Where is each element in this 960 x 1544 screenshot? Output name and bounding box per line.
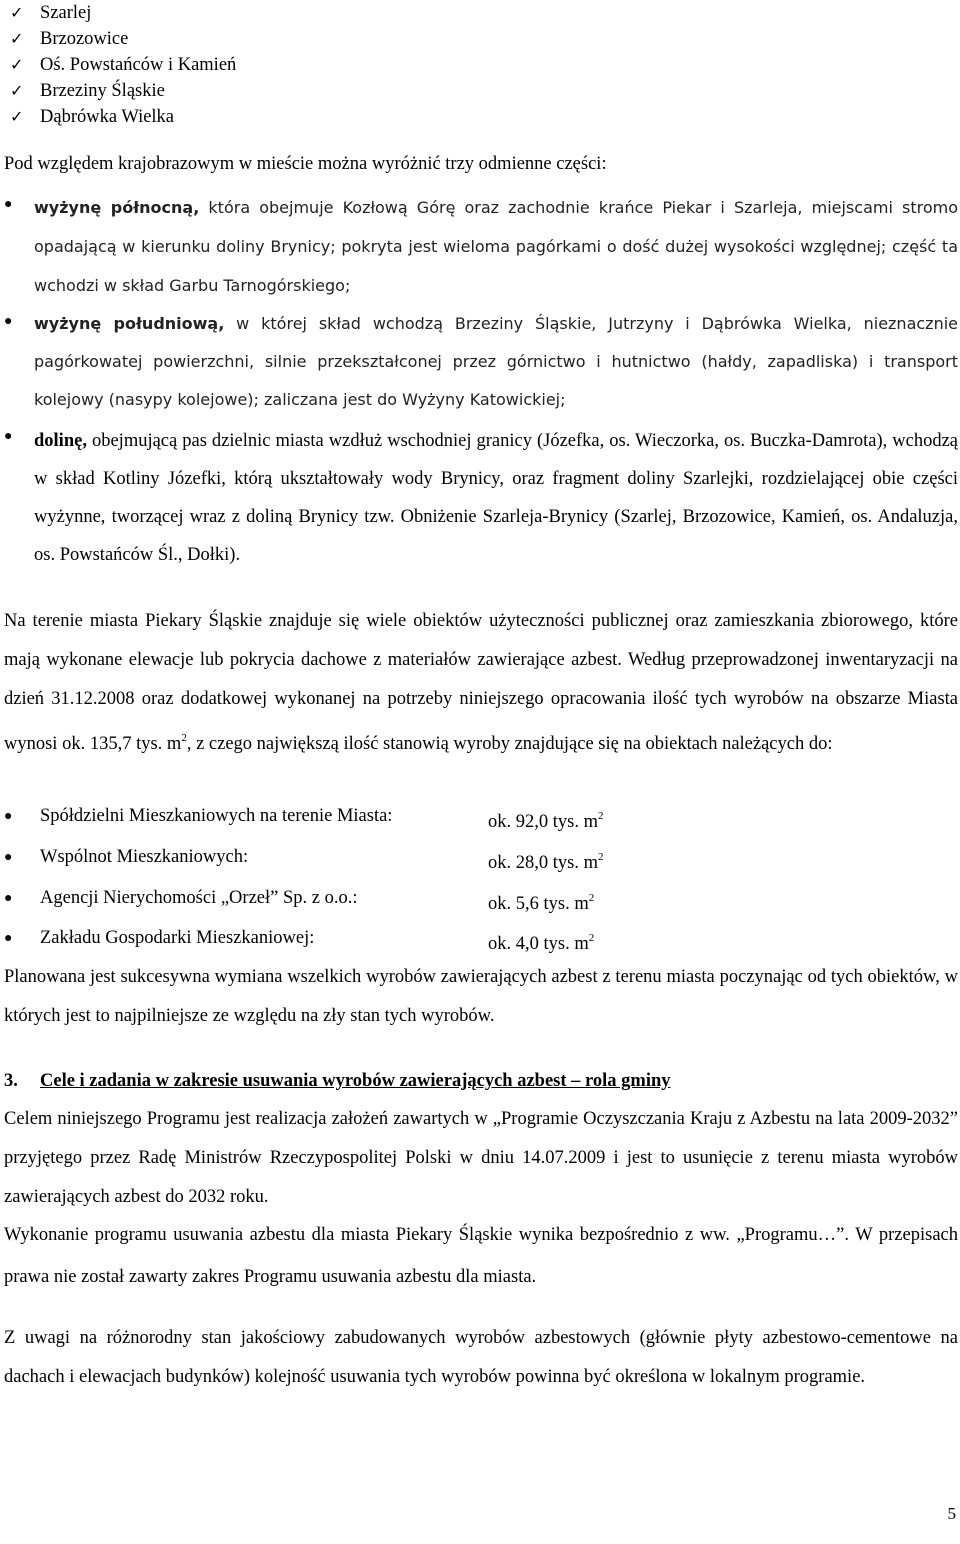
owner-row: ● Agencji Nierychomości „Orzeł” Sp. z o.o.: ok. 5,6 tys. $m^2$ [4, 888, 595, 914]
list-item: ✓ Szarlej [0, 0, 236, 26]
checkmark-icon: ✓ [10, 55, 24, 74]
district-checklist [0, 0, 236, 130]
bullet-icon: ● [4, 429, 13, 444]
list-item: ✓ Brzeziny Śląskie [0, 78, 236, 104]
section-heading: 3. Cele i zadania w zakresie usuwania wyrobów zawierających azbest – rola gminy [4, 1071, 671, 1091]
bullet-icon: ● [4, 314, 13, 329]
inventory-paragraph: Na terenie miasta Piekary Śląskie znajduje się wiele obiektów użyteczności publicznej oraz zamieszkania zbiorowego, które mają wykonane elewacje lub pokrycia dachowe z materiałów zawierające azbest. Według przeprowadzonej inwentaryzacji na dzień 31.12.2008 oraz dodatkowej wykonanej na potrzeby niniejszego opracowania ilość tych wyrobów na obszarze Miasta wynosi ok. 135,7 tys. $m^2$, z czego największą ilość stanowią wyroby znajdujące się na obiektach należących do: [4, 611, 958, 754]
bullet-icon: ● [4, 891, 13, 906]
intro-paragraph: Pod względem krajobrazowym w mieście można wyróżnić trzy odmienne części: [4, 154, 607, 174]
bullet-icon: ● [4, 850, 13, 865]
execution-paragraph: Wykonanie programu usuwania azbestu dla miasta Piekary Śląskie wynika bezpośrednio z ww. „Programu…”. W przepisach prawa nie został zawarty zakres Programu usuwania azbestu dla miasta. [4, 1225, 958, 1287]
owner-row: ● Zakładu Gospodarki Mieszkaniowej: ok. 4,0 tys. $m^2$ [4, 928, 595, 954]
bullet-icon: ● [4, 809, 13, 824]
checkmark-icon: ✓ [10, 107, 24, 126]
plan-paragraph: Planowana jest sukcesywna wymiana wszelkich wyrobów zawierających azbest z terenu miasta poczynając od tych obiektów, w których jest to najpilniejsze ze względu na zły stan tych wyrobów. [4, 967, 958, 1026]
list-item: ✓ Oś. Powstańców i Kamień [0, 52, 236, 78]
checkmark-icon: ✓ [10, 81, 24, 100]
list-item: ✓ Dąbrówka Wielka [0, 104, 236, 130]
list-item: ✓ Brzozowice [0, 26, 236, 52]
region-valley: dolinę, obejmującą pas dzielnic miasta wzdłuż wschodniej granicy (Józefka, os. Wieczorka, os. Buczka-Damrota), wchodzą w skład Kotliny Józefki, którą ukształtowały wody Brynicy, oraz fragment doliny Szarlejki, rozdzielającej obie części wyżynne, tworzącej wraz z doliną Brynicy tzw. Obniżenie Szarleja-Brynicy (Szarlej, Brzozowice, Kamień, os. Andaluzja, os. Powstańców Śl., Dołki). [34, 431, 958, 565]
checkmark-icon: ✓ [10, 29, 24, 48]
region-south: wyżynę południową, w której skład wchodzą Brzeziny Śląskie, Jutrzyny i Dąbrówka Wielka, nieznacznie pagórkowatej powierzchni, silnie przekształconej przez górnictwo i hutnictwo (hałdy, zapadliska) i transport kolejowy (nasypy kolejowe); zaliczana jest do Wyżyny Katowickiej; [34, 314, 959, 409]
page-number: 5 [947, 1504, 956, 1523]
owner-row: ● Wspólnot Mieszkaniowych: ok. 28,0 tys. $m^2$ [4, 847, 604, 873]
goal-paragraph: Celem niniejszego Programu jest realizacja założeń zawartych w „Programie Oczyszczania Kraju z Azbestu na lata 2009-2032” przyjętego przez Radę Ministrów Rzeczypospolitej Polski w dniu 14.07.2009 i jest to usunięcie z terenu miasta wyrobów zawierających azbest do 2032 roku. [4, 1109, 958, 1207]
bullet-icon: ● [4, 197, 13, 212]
bullet-icon: ● [4, 931, 13, 946]
owner-row: ● Spółdzielni Mieszkaniowych na terenie Miasta: ok. 92,0 tys. $m^2$ [4, 806, 604, 832]
region-north: wyżynę północną, która obejmuje Kozłową Górę oraz zachodnie krańce Piekar i Szarleja, miejscami stromo opadającą w kierunku doliny Brynicy; pokryta jest wieloma pagórkami o dość dużej wysokości względnej; część ta wchodzi w skład Garbu Tarnogórskiego; [34, 198, 959, 295]
checkmark-icon: ✓ [10, 3, 24, 22]
diversity-paragraph: Z uwagi na różnorodny stan jakościowy zabudowanych wyrobów azbestowych (głównie płyty azbestowo-cementowe na dachach i elewacjach budynków) kolejność usuwania tych wyrobów powinna być określona w lokalnym programie. [4, 1328, 958, 1387]
